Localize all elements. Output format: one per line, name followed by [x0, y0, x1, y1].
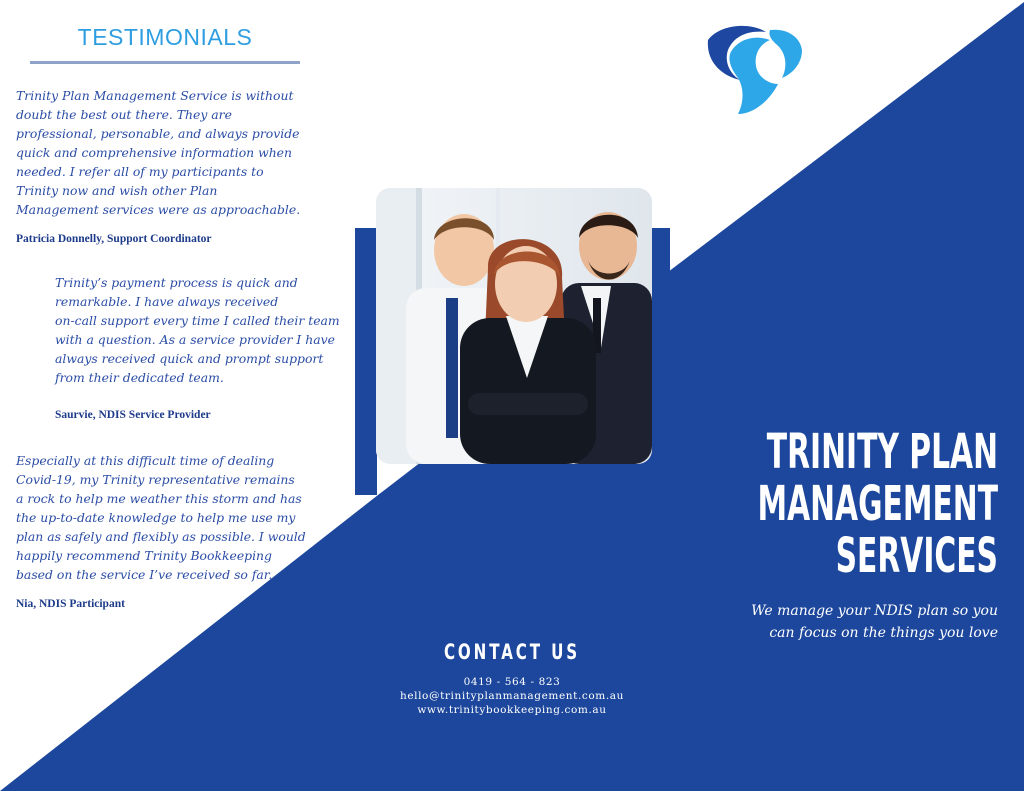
testimonial-2-author: Saurvie, NDIS Service Provider: [55, 409, 211, 421]
quote-line: Trinity now and wish other Plan: [16, 183, 218, 198]
testimonial-2: [55, 273, 345, 421]
contact-website[interactable]: www.trinitybookkeeping.com.au: [417, 704, 607, 716]
testimonial-3-author: Nia, NDIS Participant: [16, 598, 125, 610]
contact-email[interactable]: hello@trinityplanmanagement.com.au: [399, 690, 625, 702]
quote-line: doubt the best out there. They are: [16, 107, 232, 122]
quote-line: quick and comprehensive information when: [16, 145, 292, 160]
quote-line: Trinity’s payment process is quick and: [55, 275, 298, 290]
quote-line: Trinity Plan Management Service is without: [16, 88, 294, 103]
quote-line: on-call support every time I called their team: [55, 313, 340, 328]
testimonial-3: [16, 451, 316, 610]
heading-underline: [30, 61, 300, 64]
photo-accent-right: [650, 228, 670, 288]
contact-phone: 0419 - 564 - 823: [463, 676, 561, 688]
testimonial-1-quote: [16, 86, 316, 219]
hero-title: [578, 424, 998, 584]
hero-tagline: [698, 600, 998, 644]
testimonials-heading: TESTIMONIALS: [77, 24, 253, 50]
hero-title-line: SERVICES: [835, 528, 998, 584]
quote-line: with a question. As a service provider I have: [55, 332, 335, 347]
quote-line: plan as safely and flexibly as possible. I would: [16, 529, 306, 544]
hero-title-line: TRINITY PLAN: [766, 424, 998, 480]
tagline-line: We manage your NDIS plan so you: [751, 603, 998, 619]
hero-title-line: MANAGEMENT: [757, 476, 998, 532]
quote-line: professional, personable, and always provide: [16, 126, 300, 141]
quote-line: happily recommend Trinity Bookkeeping: [16, 548, 272, 563]
contact-heading: CONTACT US: [443, 640, 581, 664]
quote-line: the up-to-date knowledge to help me use my: [16, 510, 296, 525]
quote-line: from their dedicated team.: [55, 370, 224, 385]
testimonial-1: [16, 86, 316, 245]
quote-line: needed. I refer all of my participants to: [16, 164, 264, 179]
quote-line: remarkable. I have always received: [55, 294, 279, 309]
trinity-logo: [700, 22, 805, 117]
tagline-line: can focus on the things you love: [769, 625, 998, 641]
quote-line: Management services were as approachable.: [16, 202, 301, 217]
quote-line: Covid-19, my Trinity representative remains: [16, 472, 295, 487]
testimonial-3-quote: [16, 451, 316, 584]
quote-line: always received quick and prompt support: [55, 351, 324, 366]
quote-line: a rock to help me weather this storm and has: [16, 491, 302, 506]
testimonial-2-quote: [55, 273, 345, 387]
testimonial-1-author: Patricia Donnelly, Support Coordinator: [16, 233, 212, 245]
quote-line: based on the service I’ve received so far.: [16, 567, 273, 582]
photo-accent-left: [355, 228, 377, 495]
quote-line: Especially at this difficult time of dealing: [16, 453, 275, 468]
right-diagonal-panel: [668, 2, 1024, 791]
team-photo: [376, 188, 652, 464]
